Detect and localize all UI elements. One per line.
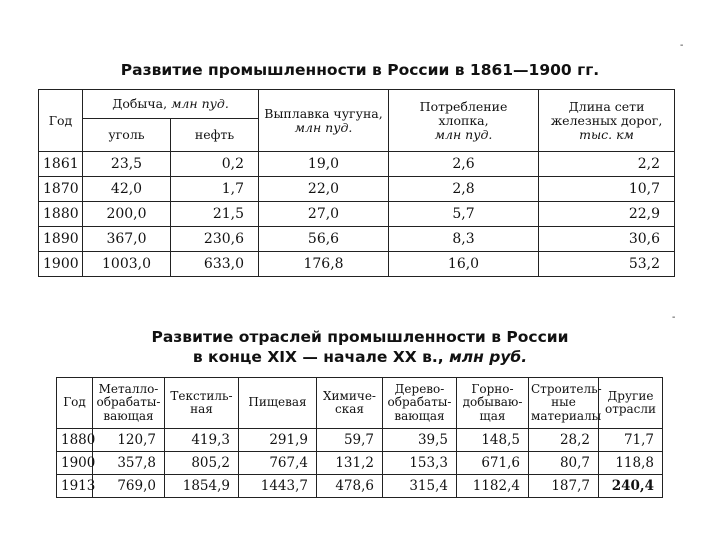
table-row (39, 227, 675, 252)
cell-coal: 367,0 (83, 227, 171, 252)
cell-cotton: 2,8 (389, 177, 539, 202)
cell-food: 1443,7 (239, 475, 317, 498)
cell-mining: 671,6 (457, 452, 529, 475)
cell-textile: 419,3 (165, 429, 239, 452)
cell-building: 187,7 (529, 475, 599, 498)
cell-wood: 39,5 (383, 429, 457, 452)
cell-railways: 2,2 (539, 152, 675, 177)
header-oil: нефть (171, 119, 259, 152)
header-textile: Текстиль-ная (165, 378, 239, 429)
cell-other: 240,4 (599, 475, 663, 498)
cell-cotton: 16,0 (389, 252, 539, 277)
header-other: Другие отрасли (599, 378, 663, 429)
cell-chemical: 478,6 (317, 475, 383, 498)
cell-railways: 22,9 (539, 202, 675, 227)
header-metal: Металло-обрабаты-вающая (93, 378, 165, 429)
cell-other: 71,7 (599, 429, 663, 452)
cell-cotton: 2,6 (389, 152, 539, 177)
header-food: Пищевая (239, 378, 317, 429)
header-railways: Длина сети железных дорог, тыс. км (539, 90, 675, 152)
cell-coal: 1003,0 (83, 252, 171, 277)
scan-mark: - (680, 40, 684, 51)
cell-pig-iron: 176,8 (259, 252, 389, 277)
table-row (57, 452, 663, 475)
cell-chemical: 59,7 (317, 429, 383, 452)
cell-pig-iron: 27,0 (259, 202, 389, 227)
cell-food: 767,4 (239, 452, 317, 475)
cell-railways: 10,7 (539, 177, 675, 202)
cell-cotton: 5,7 (389, 202, 539, 227)
table2-title-line1: Развитие отраслей промышленности в России (151, 328, 569, 346)
cell-other: 118,8 (599, 452, 663, 475)
table-row (57, 475, 663, 498)
industry-1861-1900-table (38, 89, 675, 277)
cell-metal: 357,8 (93, 452, 165, 475)
table-row (39, 152, 675, 177)
cell-oil: 1,7 (171, 177, 259, 202)
industry-branches-table (56, 377, 663, 498)
cell-year: 1880 (57, 429, 93, 452)
table1-title: Развитие промышленности в России в 1861—1900 гг. (120, 61, 600, 79)
cell-year: 1861 (39, 152, 83, 177)
header-year: Год (39, 90, 83, 152)
cell-pig-iron: 19,0 (259, 152, 389, 177)
table2-title-line2: в конце XIX — начале XX в., млн руб. (192, 348, 528, 366)
table-row (57, 429, 663, 452)
cell-coal: 42,0 (83, 177, 171, 202)
cell-railways: 53,2 (539, 252, 675, 277)
cell-textile: 805,2 (165, 452, 239, 475)
cell-wood: 315,4 (383, 475, 457, 498)
header-mining: Горно-добываю-щая (457, 378, 529, 429)
header-cotton: Потребление хлопка, млн пуд. (389, 90, 539, 152)
cell-railways: 30,6 (539, 227, 675, 252)
cell-building: 28,2 (529, 429, 599, 452)
table-row (39, 252, 675, 277)
cell-oil: 633,0 (171, 252, 259, 277)
cell-building: 80,7 (529, 452, 599, 475)
cell-pig-iron: 22,0 (259, 177, 389, 202)
table-row (39, 202, 675, 227)
header-extraction: Добыча, млн пуд. (83, 90, 259, 119)
cell-mining: 1182,4 (457, 475, 529, 498)
cell-year: 1870 (39, 177, 83, 202)
cell-year: 1913 (57, 475, 93, 498)
scan-mark: - (672, 312, 676, 323)
cell-metal: 120,7 (93, 429, 165, 452)
header-pig-iron: Выплавка чугуна, млн пуд. (259, 90, 389, 152)
header-building: Строитель-ные материалы (529, 378, 599, 429)
cell-cotton: 8,3 (389, 227, 539, 252)
header-chemical: Химиче-ская (317, 378, 383, 429)
header-wood: Дерево-обрабаты-вающая (383, 378, 457, 429)
cell-year: 1900 (39, 252, 83, 277)
cell-mining: 148,5 (457, 429, 529, 452)
table-row (39, 177, 675, 202)
cell-year: 1890 (39, 227, 83, 252)
cell-textile: 1854,9 (165, 475, 239, 498)
cell-year: 1880 (39, 202, 83, 227)
cell-metal: 769,0 (93, 475, 165, 498)
cell-oil: 230,6 (171, 227, 259, 252)
cell-oil: 21,5 (171, 202, 259, 227)
cell-wood: 153,3 (383, 452, 457, 475)
header-coal: уголь (83, 119, 171, 152)
cell-year: 1900 (57, 452, 93, 475)
cell-food: 291,9 (239, 429, 317, 452)
header-year: Год (57, 378, 93, 429)
cell-chemical: 131,2 (317, 452, 383, 475)
cell-oil: 0,2 (171, 152, 259, 177)
cell-pig-iron: 56,6 (259, 227, 389, 252)
cell-coal: 23,5 (83, 152, 171, 177)
cell-coal: 200,0 (83, 202, 171, 227)
